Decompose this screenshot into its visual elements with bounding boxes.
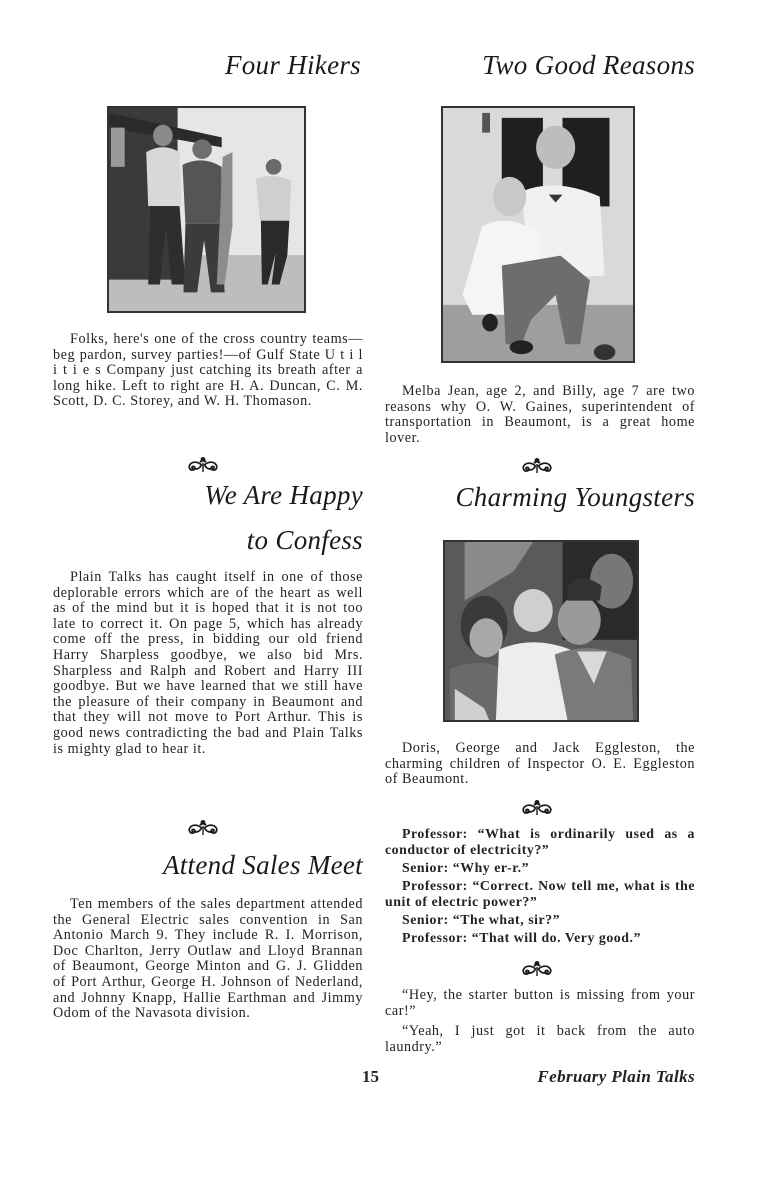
happy-to-confess-title-line1: We Are Happy [204,480,363,510]
joke-line: “Hey, the starter button is missing from your car!” [385,987,695,1019]
attend-sales-meet-body: Ten members of the sales department attended the General Electric sales convention in San Antonio March 9. They include R. I. Morrison, Doc Charlton, Jerry Outlaw and Lloyd Brannan of Beaumont, George Minton and G. J. Glidden of Port Arthur, George H. Johnson of Nederland, and Johnny Knapp, Hallie Earthman and Jimmy Odom of the Navasota division. [53,896,363,1022]
charming-youngsters-caption: Doris, George and Jack Eggleston, the charming children of Inspector O. E. Eggleston of Beaumont. [385,740,695,788]
four-hikers-caption: Folks, here's one of the cross country teams—beg pardon, survey parties!—of Gulf State U t i l i t i e s Company just catching its breath after a long hike. Left to right are H. A. Duncan, C. M. Scott, D. C. Storey, and W. H. Thomason. [53,331,363,410]
happy-to-confess-title-line2: to Confess [246,525,363,555]
publication-name: February Plain Talks [537,1067,695,1086]
hikers-photo-image [109,108,304,311]
fleuron-ornament-icon [520,960,554,978]
two-good-reasons-title: Two Good Reasons [482,50,695,80]
joke-line: Senior: “The what, sir?” [402,912,561,927]
charming-youngsters-photo [443,540,639,722]
starter-joke [385,988,695,1055]
page-number: 15 [362,1067,379,1086]
four-hikers-title: Four Hikers [224,50,361,80]
joke-line: Professor: “Correct. Now tell me, what is the unit of electric power?” [385,878,695,909]
attend-sales-meet-title: Attend Sales Meet [162,850,363,880]
three-children-photo-image [445,542,637,720]
joke-line: Professor: “What is ordinarily used as a conductor of electricity?” [385,826,695,857]
happy-to-confess-body: Plain Talks has caught itself in one of those deplorable errors which are of the heart as well as of the mind but it is hoped that it is not too late to correct it. On page 5, which has already come off the press, in bidding our old friend Harry Sharpless goodbye, we also bid Mrs. Sharpless and Ralph and Robert and Harry III goodbye. But we have learned that we still have the pleasure of their company in Beaumont and that they will not move to Port Arthur. This is good news contradicting the bad and Plain Talks is mighty glad to hear it. [53,569,363,757]
joke-line: Professor: “That will do. Very good.” [402,930,641,945]
two-good-reasons-photo [441,106,635,363]
four-hikers-photo [107,106,306,313]
children-doorstep-photo-image [443,108,633,361]
fleuron-ornament-icon [186,456,220,474]
charming-youngsters-title: Charming Youngsters [455,482,695,512]
professor-joke [385,826,695,948]
joke-line: Senior: “Why er-r.” [402,860,530,875]
fleuron-ornament-icon [520,457,554,475]
joke-line: “Yeah, I just got it back from the auto laundry.” [385,1023,695,1055]
fleuron-ornament-icon [520,799,554,817]
two-good-reasons-caption: Melba Jean, age 2, and Billy, age 7 are two reasons why O. W. Gaines, superintendent of transportation in Beaumont, is a great home lover. [385,383,695,446]
fleuron-ornament-icon [186,819,220,837]
